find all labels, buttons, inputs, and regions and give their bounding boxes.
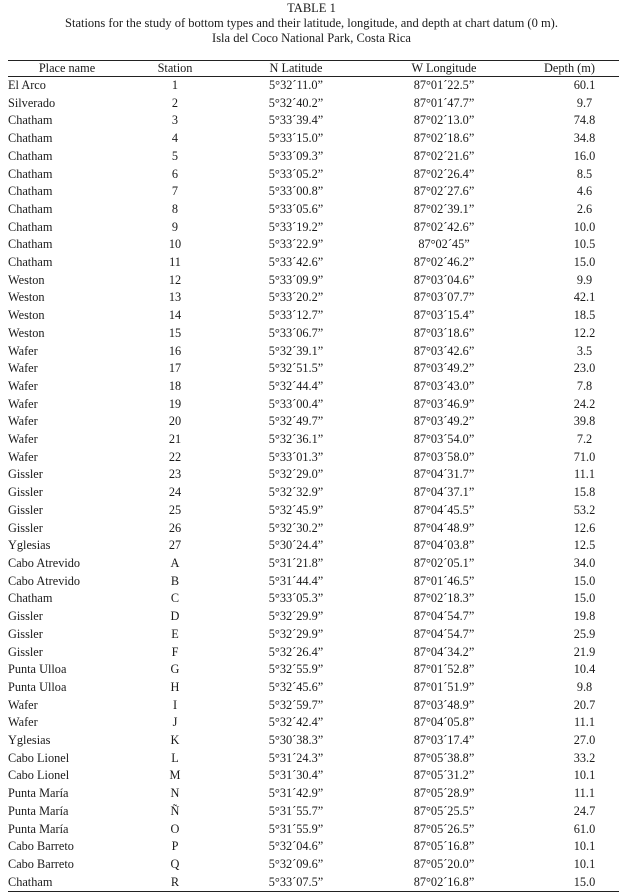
cell-place-name: Cabo Atrevido (8, 555, 81, 570)
cell-longitude: 87°03´17.4” (413, 733, 475, 748)
cell-place-name: Chatham (8, 113, 53, 128)
table-body (8, 77, 619, 892)
cell-longitude: 87°01´52.8” (413, 662, 475, 677)
cell-longitude: 87°03´07.7” (413, 290, 475, 305)
cell-depth: 11.1 (573, 467, 596, 482)
cell-place-name: El Arco (8, 78, 46, 92)
cell-depth: 9.7 (576, 95, 593, 110)
table-row (8, 537, 619, 555)
cell-latitude: 5°32´29.9” (268, 626, 324, 641)
cell-depth: 15.0 (573, 591, 596, 606)
table-row (8, 732, 619, 750)
cell-station: 13 (168, 290, 182, 305)
cell-latitude: 5°33´00.8” (268, 184, 324, 199)
table-row (8, 360, 619, 378)
cell-place-name: Punta María (8, 786, 69, 801)
table-row (8, 803, 619, 821)
cell-depth: 15.0 (573, 573, 596, 588)
table-title: Stations for the study of bottom types and their latitude, longitude, and depth at chart datum (0 m). (65, 16, 558, 30)
table-row (8, 130, 619, 148)
cell-longitude: 87°04´05.8” (413, 715, 475, 730)
cell-longitude: 87°02´27.6” (413, 184, 475, 199)
cell-longitude: 87°01´51.9” (413, 679, 475, 694)
cell-longitude: 87°04´31.7” (413, 467, 475, 482)
cell-station: R (126, 874, 224, 892)
cell-station: F (171, 644, 179, 659)
cell-latitude: 5°33´06.7” (268, 325, 324, 340)
cell-longitude: 87°02´21.6” (413, 148, 475, 163)
cell-depth: 71.0 (573, 449, 596, 464)
cell-longitude: 87°05´16.8” (413, 839, 475, 854)
cell-longitude: 87°02´46.2” (413, 255, 475, 270)
cell-latitude: 5°32´26.4” (268, 644, 324, 659)
cell-longitude: 87°05´26.5” (413, 821, 475, 836)
cell-longitude: 87°02´39.1” (413, 201, 475, 216)
cell-depth: 12.2 (573, 325, 596, 340)
cell-place-name: Punta Ulloa (8, 662, 67, 677)
cell-latitude: 5°33´07.5” (224, 874, 368, 892)
cell-latitude: 5°32´39.1” (268, 343, 324, 358)
cell-latitude: 5°32´32.9” (268, 485, 324, 500)
cell-longitude: 87°05´20.0” (413, 856, 475, 871)
cell-place-name: Chatham (8, 591, 53, 606)
cell-place-name: Wafer (8, 378, 38, 393)
cell-longitude: 87°04´45.5” (413, 502, 475, 517)
table-row (8, 644, 619, 662)
table-row (8, 874, 619, 892)
cell-latitude: 5°32´55.9” (268, 662, 324, 677)
cell-latitude: 5°33´22.9” (268, 237, 324, 252)
cell-longitude: 87°03´15.4” (413, 308, 475, 323)
cell-place-name: Yglesias (8, 733, 51, 748)
cell-depth: 9.8 (576, 679, 593, 694)
cell-latitude: 5°33´01.3” (268, 449, 324, 464)
table-row (8, 626, 619, 644)
cell-longitude: 87°04´03.8” (413, 538, 475, 553)
cell-station: N (170, 786, 180, 801)
cell-depth: 27.0 (573, 733, 596, 748)
cell-latitude: 5°33´42.6” (268, 255, 324, 270)
table-row (8, 785, 619, 803)
cell-station: 21 (168, 432, 182, 447)
table-row (8, 325, 619, 343)
table-row (8, 484, 619, 502)
cell-latitude: 5°33´20.2” (268, 290, 324, 305)
cell-depth: 18.5 (573, 308, 596, 323)
table-row (8, 272, 619, 290)
cell-station: H (170, 679, 180, 694)
cell-depth: 61.0 (573, 821, 596, 836)
cell-longitude: 87°03´46.9” (413, 396, 475, 411)
cell-latitude: 5°33´09.3” (268, 148, 324, 163)
cell-depth: 10.1 (573, 856, 596, 871)
cell-depth: 11.1 (573, 715, 596, 730)
cell-depth: 11.1 (573, 786, 596, 801)
table-row (8, 183, 619, 201)
cell-longitude: 87°01´22.5” (413, 78, 475, 92)
header-station: Station (126, 61, 224, 77)
cell-depth: 34.0 (573, 555, 596, 570)
cell-longitude: 87°04´54.7” (413, 626, 475, 641)
cell-longitude: 87°05´28.9” (413, 786, 475, 801)
cell-place-name: Wafer (8, 697, 38, 712)
cell-place-name: Chatham (8, 237, 53, 252)
table-row (8, 254, 619, 272)
cell-depth: 24.2 (573, 396, 596, 411)
cell-place-name: Chatham (8, 166, 53, 181)
cell-latitude: 5°32´59.7” (268, 697, 324, 712)
cell-depth: 15.8 (573, 485, 596, 500)
cell-latitude: 5°33´12.7” (268, 308, 324, 323)
cell-latitude: 5°30´24.4” (268, 538, 324, 553)
cell-place-name: Gissler (8, 520, 43, 535)
cell-depth: 42.1 (573, 290, 596, 305)
cell-station: L (171, 750, 179, 765)
cell-place-name: Weston (8, 272, 45, 287)
cell-longitude: 87°03´42.6” (413, 343, 475, 358)
cell-station: 9 (171, 219, 179, 234)
cell-longitude: 87°03´54.0” (413, 432, 475, 447)
cell-longitude: 87°02´18.3” (413, 591, 475, 606)
cell-longitude: 87°03´49.2” (413, 361, 475, 376)
table-row (8, 396, 619, 414)
cell-latitude: 5°33´05.6” (268, 201, 324, 216)
table-row (8, 750, 619, 768)
table-row (8, 821, 619, 839)
cell-place-name: Punta Ulloa (8, 679, 67, 694)
cell-place-name: Wafer (8, 432, 38, 447)
cell-depth: 23.0 (573, 361, 596, 376)
cell-station: 17 (168, 361, 182, 376)
cell-depth: 15.0 (573, 255, 596, 270)
table-row (8, 767, 619, 785)
cell-station: P (171, 839, 179, 854)
cell-place-name: Weston (8, 290, 45, 305)
cell-latitude: 5°33´19.2” (268, 219, 324, 234)
cell-latitude: 5°31´21.8” (268, 555, 324, 570)
table-row (8, 555, 619, 573)
cell-station: 10 (168, 237, 182, 252)
table-row (8, 236, 619, 254)
cell-latitude: 5°32´49.7” (268, 414, 324, 429)
cell-place-name: Wafer (8, 343, 38, 358)
cell-station: Q (170, 856, 180, 871)
cell-station: 18 (168, 378, 182, 393)
cell-latitude: 5°32´29.0” (268, 467, 324, 482)
cell-place-name: Gissler (8, 626, 43, 641)
cell-station: 24 (168, 485, 182, 500)
table-row (8, 378, 619, 396)
cell-depth: 10.1 (573, 768, 596, 783)
cell-longitude: 87°02´16.8” (368, 874, 520, 892)
cell-place-name: Chatham (8, 219, 53, 234)
cell-depth: 33.2 (573, 750, 596, 765)
cell-latitude: 5°30´38.3” (268, 733, 324, 748)
cell-place-name: Yglesias (8, 538, 51, 553)
cell-depth: 16.0 (573, 148, 596, 163)
cell-longitude: 87°01´47.7” (413, 95, 475, 110)
cell-latitude: 5°32´29.9” (268, 609, 324, 624)
stations-table (8, 60, 619, 892)
cell-place-name: Wafer (8, 715, 38, 730)
cell-station: 20 (168, 414, 182, 429)
cell-place-name: Weston (8, 325, 45, 340)
cell-latitude: 5°32´45.9” (268, 502, 324, 517)
cell-place-name: Weston (8, 308, 45, 323)
cell-latitude: 5°33´15.0” (268, 131, 324, 146)
cell-depth: 2.6 (576, 201, 593, 216)
cell-longitude: 87°04´54.7” (413, 609, 475, 624)
cell-longitude: 87°02´26.4” (413, 166, 475, 181)
cell-depth: 10.1 (573, 839, 596, 854)
cell-place-name: Chatham (8, 184, 53, 199)
cell-station: I (172, 697, 178, 712)
cell-station: M (169, 768, 181, 783)
cell-place-name: Punta María (8, 821, 69, 836)
cell-depth: 24.7 (573, 803, 596, 818)
cell-latitude: 5°31´44.4” (268, 573, 324, 588)
cell-place-name: Wafer (8, 449, 38, 464)
table-header-row (8, 61, 619, 77)
table-subtitle: Isla del Coco National Park, Costa Rica (212, 31, 411, 45)
cell-depth: 15.0 (520, 874, 619, 892)
header-depth: Depth (m) (520, 61, 619, 77)
cell-station: J (172, 715, 178, 730)
cell-station: 11 (169, 255, 181, 270)
cell-place-name: Silverado (8, 95, 56, 110)
cell-place-name: Gissler (8, 502, 43, 517)
cell-station: O (170, 821, 180, 836)
cell-longitude: 87°03´04.6” (413, 272, 475, 287)
cell-place-name: Chatham (8, 131, 53, 146)
table-row (8, 289, 619, 307)
cell-latitude: 5°33´05.2” (268, 166, 324, 181)
cell-longitude: 87°02´45” (418, 237, 470, 252)
cell-place-name: Chatham (8, 201, 53, 216)
table-row (8, 449, 619, 467)
cell-station: E (171, 626, 179, 641)
table-label: TABLE 1 (287, 1, 336, 15)
cell-depth: 60.1 (573, 78, 596, 92)
cell-latitude: 5°31´30.4” (268, 768, 324, 783)
cell-latitude: 5°32´36.1” (268, 432, 324, 447)
table-row (8, 166, 619, 184)
table-row (8, 112, 619, 130)
cell-latitude: 5°32´04.6” (268, 839, 324, 854)
cell-latitude: 5°31´55.9” (268, 821, 324, 836)
cell-latitude: 5°31´42.9” (268, 786, 324, 801)
cell-place-name: Cabo Barreto (8, 856, 74, 871)
cell-longitude: 87°04´48.9” (413, 520, 475, 535)
cell-station: 3 (171, 113, 179, 128)
cell-longitude: 87°03´43.0” (413, 378, 475, 393)
cell-longitude: 87°03´48.9” (413, 697, 475, 712)
cell-place-name: Cabo Lionel (8, 768, 70, 783)
cell-depth: 3.5 (576, 343, 593, 358)
cell-station: 23 (168, 467, 182, 482)
table-row (8, 343, 619, 361)
table-row (8, 838, 619, 856)
cell-latitude: 5°32´09.6” (268, 856, 324, 871)
cell-longitude: 87°04´37.1” (413, 485, 475, 500)
cell-depth: 39.8 (573, 414, 596, 429)
table-row (8, 201, 619, 219)
cell-depth: 9.9 (576, 272, 593, 287)
cell-depth: 12.6 (573, 520, 596, 535)
cell-depth: 7.8 (576, 378, 593, 393)
cell-station: K (170, 733, 180, 748)
cell-latitude: 5°33´09.9” (268, 272, 324, 287)
cell-longitude: 87°01´46.5” (413, 573, 475, 588)
cell-place-name: Wafer (8, 361, 38, 376)
cell-station: 4 (171, 131, 179, 146)
table-caption (0, 0, 623, 46)
header-longitude: W Longitude (368, 61, 520, 77)
cell-longitude: 87°02´05.1” (413, 555, 475, 570)
cell-depth: 19.8 (573, 609, 596, 624)
table-row (8, 413, 619, 431)
cell-longitude: 87°02´42.6” (413, 219, 475, 234)
table-row (8, 679, 619, 697)
cell-latitude: 5°32´40.2” (268, 95, 324, 110)
table-row (8, 714, 619, 732)
cell-depth: 21.9 (573, 644, 596, 659)
cell-longitude: 87°02´13.0” (413, 113, 475, 128)
table-row (8, 77, 619, 95)
table-row (8, 502, 619, 520)
table-row (8, 307, 619, 325)
cell-depth: 25.9 (573, 626, 596, 641)
cell-depth: 10.5 (573, 237, 596, 252)
cell-latitude: 5°33´05.3” (268, 591, 324, 606)
cell-place-name: Punta María (8, 803, 69, 818)
table-row (8, 573, 619, 591)
cell-depth: 12.5 (573, 538, 596, 553)
cell-depth: 7.2 (576, 432, 593, 447)
cell-latitude: 5°32´30.2” (268, 520, 324, 535)
cell-longitude: 87°05´31.2” (413, 768, 475, 783)
cell-place-name: Gissler (8, 485, 43, 500)
cell-place-name: Gissler (8, 644, 43, 659)
cell-latitude: 5°32´51.5” (268, 361, 324, 376)
cell-depth: 4.6 (576, 184, 593, 199)
cell-place-name: Cabo Barreto (8, 839, 74, 854)
cell-station: 14 (168, 308, 182, 323)
cell-place-name: Cabo Lionel (8, 750, 70, 765)
table-row (8, 520, 619, 538)
cell-station: Ñ (170, 803, 180, 818)
cell-latitude: 5°33´00.4” (268, 396, 324, 411)
cell-place-name: Chatham (8, 255, 53, 270)
cell-station: 19 (168, 396, 182, 411)
cell-station: C (170, 591, 180, 606)
table-row (8, 590, 619, 608)
cell-latitude: 5°32´42.4” (268, 715, 324, 730)
table-row (8, 466, 619, 484)
cell-place-name: Chatham (8, 148, 53, 163)
cell-station: 6 (171, 166, 179, 181)
cell-depth: 34.8 (573, 131, 596, 146)
cell-latitude: 5°33´39.4” (268, 113, 324, 128)
cell-latitude: 5°31´55.7” (268, 803, 324, 818)
cell-station: 26 (168, 520, 182, 535)
cell-longitude: 87°03´18.6” (413, 325, 475, 340)
cell-longitude: 87°05´38.8” (413, 750, 475, 765)
cell-latitude: 5°32´44.4” (268, 378, 324, 393)
cell-depth: 74.8 (573, 113, 596, 128)
cell-station: 2 (171, 95, 179, 110)
cell-place-name: Chatham (8, 874, 126, 892)
cell-station: 1 (171, 78, 179, 92)
cell-depth: 10.0 (573, 219, 596, 234)
cell-station: 25 (168, 502, 182, 517)
cell-station: A (170, 555, 180, 570)
header-latitude: N Latitude (224, 61, 368, 77)
cell-depth: 53.2 (573, 502, 596, 517)
cell-station: G (170, 662, 180, 677)
cell-station: 8 (171, 201, 179, 216)
cell-station: 7 (171, 184, 179, 199)
table-row (8, 697, 619, 715)
cell-longitude: 87°02´18.6” (413, 131, 475, 146)
cell-latitude: 5°32´45.6” (268, 679, 324, 694)
cell-station: 5 (171, 148, 179, 163)
cell-longitude: 87°03´58.0” (413, 449, 475, 464)
table-row (8, 661, 619, 679)
cell-longitude: 87°05´25.5” (413, 803, 475, 818)
cell-station: D (170, 609, 180, 624)
table-row (8, 856, 619, 874)
table-row (8, 431, 619, 449)
cell-place-name: Wafer (8, 414, 38, 429)
table-row (8, 219, 619, 237)
cell-longitude: 87°03´49.2” (413, 414, 475, 429)
cell-depth: 20.7 (573, 697, 596, 712)
cell-depth: 10.4 (573, 662, 596, 677)
cell-station: B (170, 573, 180, 588)
table-row (8, 608, 619, 626)
cell-station: 16 (168, 343, 182, 358)
cell-depth: 8.5 (576, 166, 593, 181)
cell-place-name: Wafer (8, 396, 38, 411)
cell-place-name: Cabo Atrevido (8, 573, 81, 588)
cell-station: 27 (168, 538, 182, 553)
cell-place-name: Gissler (8, 609, 43, 624)
cell-place-name: Gissler (8, 467, 43, 482)
header-place-name: Place name (8, 61, 126, 77)
cell-station: 15 (168, 325, 182, 340)
cell-latitude: 5°31´24.3” (268, 750, 324, 765)
cell-station: 22 (168, 449, 182, 464)
cell-station: 12 (168, 272, 182, 287)
cell-longitude: 87°04´34.2” (413, 644, 475, 659)
cell-latitude: 5°32´11.0” (269, 78, 323, 92)
table-row (8, 95, 619, 113)
table-row (8, 148, 619, 166)
